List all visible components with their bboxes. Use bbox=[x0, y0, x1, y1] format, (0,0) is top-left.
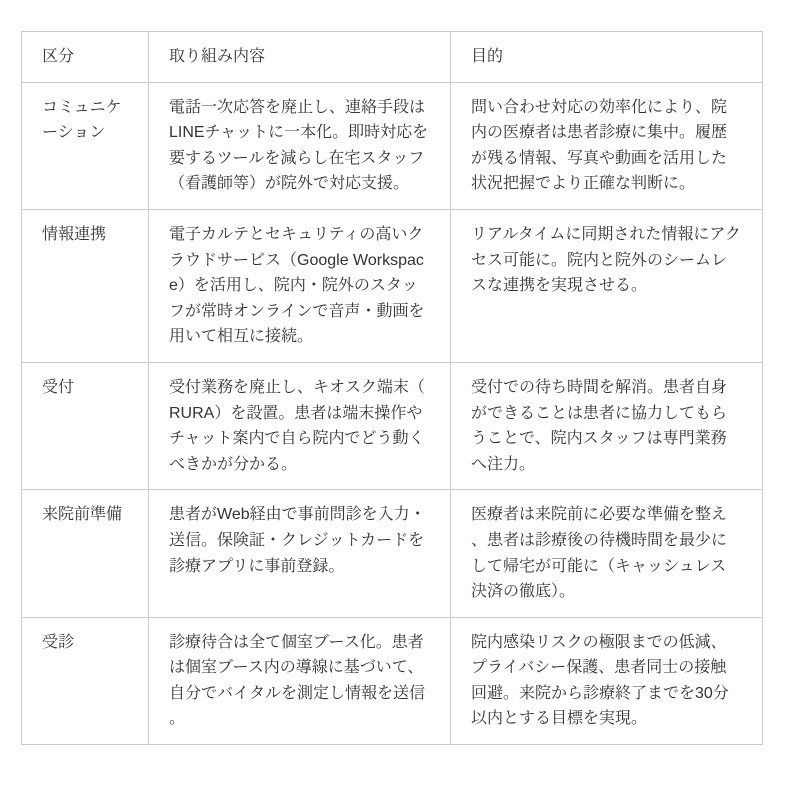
table-header-row bbox=[22, 32, 763, 83]
header-cell-purpose: 目的 bbox=[451, 32, 763, 83]
cell-content: 患者がWeb経由で事前問診を入力・送信。保険証・クレジットカードを診療アプリに事前登録。 bbox=[149, 490, 451, 617]
cell-category: 受診 bbox=[22, 617, 149, 744]
cell-purpose: 問い合わせ対応の効率化により、院内の医療者は患者診療に集中。履歴が残る情報、写真や動画を活用した状況把握でより正確な判断に。 bbox=[451, 82, 763, 209]
table-row bbox=[22, 362, 763, 489]
cell-category: 来院前準備 bbox=[22, 490, 149, 617]
table-row bbox=[22, 209, 763, 362]
cell-purpose: 医療者は来院前に必要な準備を整え、患者は診療後の待機時間を最少にして帰宅が可能に（キャッシュレス決済の徹底）。 bbox=[451, 490, 763, 617]
cell-category: 情報連携 bbox=[22, 209, 149, 362]
cell-category: 受付 bbox=[22, 362, 149, 489]
cell-purpose: 院内感染リスクの極限までの低減、プライバシー保護、患者同士の接触回避。来院から診療終了までを30分以内とする目標を実現。 bbox=[451, 617, 763, 744]
initiatives-table bbox=[21, 31, 763, 745]
table-row bbox=[22, 490, 763, 617]
cell-content: 電子カルテとセキュリティの高いクラウドサービス（Google Workspace）を活用し、院内・院外のスタッフが常時オンラインで音声・動画を用いて相互に接続。 bbox=[149, 209, 451, 362]
cell-content: 診療待合は全て個室ブース化。患者は個室ブース内の導線に基づいて、自分でバイタルを測定し情報を送信。 bbox=[149, 617, 451, 744]
cell-purpose: 受付での待ち時間を解消。患者自身ができることは患者に協力してもらうことで、院内スタッフは専門業務へ注力。 bbox=[451, 362, 763, 489]
cell-content: 受付業務を廃止し、キオスク端末（RURA）を設置。患者は端末操作やチャット案内で自ら院内でどう動くべきかが分かる。 bbox=[149, 362, 451, 489]
header-cell-category: 区分 bbox=[22, 32, 149, 83]
header-cell-content: 取り組み内容 bbox=[149, 32, 451, 83]
table-container bbox=[21, 31, 763, 745]
table-row bbox=[22, 617, 763, 744]
table-row bbox=[22, 82, 763, 209]
cell-category: コミュニケーション bbox=[22, 82, 149, 209]
cell-purpose: リアルタイムに同期された情報にアクセス可能に。院内と院外のシームレスな連携を実現させる。 bbox=[451, 209, 763, 362]
cell-content: 電話一次応答を廃止し、連絡手段はLINEチャットに一本化。即時対応を要するツールを減らし在宅スタッフ（看護師等）が院外で対応支援。 bbox=[149, 82, 451, 209]
